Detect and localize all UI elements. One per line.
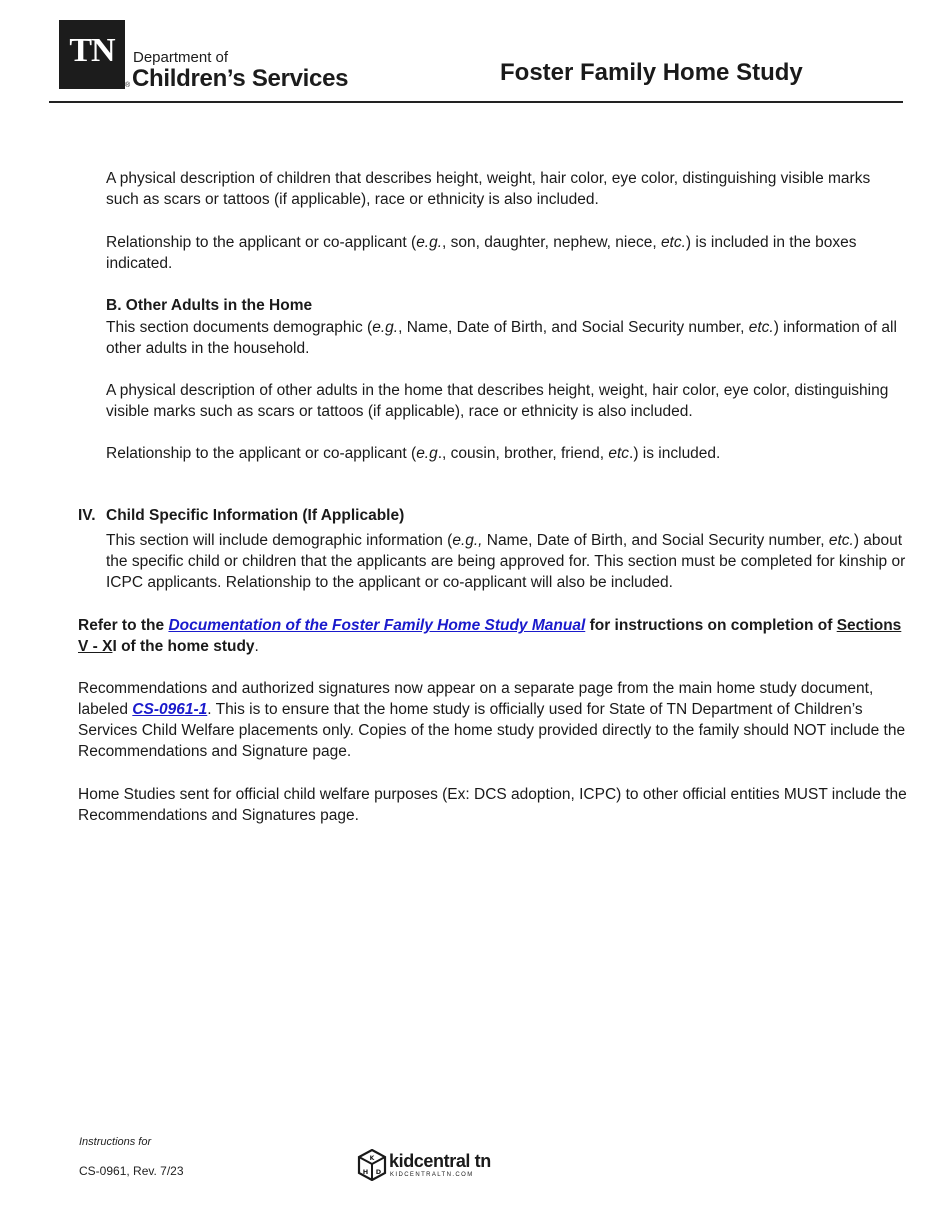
registered-mark: ® [125,82,131,89]
dept-line-1: Department of [133,49,229,66]
svg-text:H: H [362,1168,369,1176]
section-a-paragraph-2: Relationship to the applicant or co-applicant (e.g., son, daughter, nephew, niece, etc.) is included in the boxes indicated. [106,234,857,272]
logo-underline [59,85,125,89]
svg-text:D: D [375,1168,382,1176]
footer-form-id: CS-0961, Rev. 7/23 [79,1164,184,1178]
dept-line-2: Children’s Services [132,65,349,92]
section-b-heading: B. Other Adults in the Home [106,297,313,314]
kidcentral-cube-icon [357,1149,387,1181]
manual-link[interactable]: Documentation of the Foster Family Home Study Manual [168,617,586,634]
recommendations-paragraph: Recommendations and authorized signatures now appear on a separate page from the main home study document, labeled CS-0961-1. This is to ensure that the home study is officially used for State of TN Department of Children’s Services Child Welfare placements only. Copies of the home study provided directly to the family should NOT include the Recommendations and Signature page. [78,680,906,760]
section-iv-paragraph: This section will include demographic information (e.g., Name, Date of Birth, and Social Security number, etc.) about the specific child or children that the applicants are being approved for. This section must be completed for kinship or ICPC applicants. Relationship to the applicant or co-applicant will also be included. [106,532,906,591]
section-b-paragraph-2: A physical description of other adults in the home that describes height, weight, hair color, eye color, distinguishing visible marks such as scars or tattoos (if applicable), race or ethnicity is also included. [106,382,889,420]
tn-logo [59,20,125,86]
footer-instructions-label: Instructions for [79,1136,152,1148]
refer-paragraph: Refer to the Documentation of the Foster Family Home Study Manual for instructions on completion of Sections V - XI of the home study. [78,617,902,655]
section-b-paragraph-3: Relationship to the applicant or co-applicant (e.g., cousin, brother, friend, etc.) is included. [106,445,721,462]
section-iv-heading: Child Specific Information (If Applicable) [106,507,405,524]
cs-0961-1-link[interactable]: CS-0961-1 [132,701,208,718]
logo-text: TN [69,32,115,69]
kidcentral-brand-url: KIDCENTRALTN.COM [390,1172,474,1178]
header-divider [49,101,903,103]
section-iv-number: IV. [78,507,96,524]
section-a-paragraph-1: A physical description of children that describes height, weight, hair color, eye color, distinguishing visible marks such as scars or tattoos (if applicable), race or ethnicity is also included. [106,170,871,208]
svg-text:K: K [369,1155,375,1162]
section-b-paragraph-1: This section documents demographic (e.g., Name, Date of Birth, and Social Security number, etc.) information of all other adults in the household. [106,319,897,357]
document-title: Foster Family Home Study [500,59,803,86]
home-studies-paragraph: Home Studies sent for official child welfare purposes (Ex: DCS adoption, ICPC) to other official entities MUST include the Recommendations and Signatures page. [78,786,907,824]
kidcentral-brand-name: kidcentral tn [389,1151,491,1171]
